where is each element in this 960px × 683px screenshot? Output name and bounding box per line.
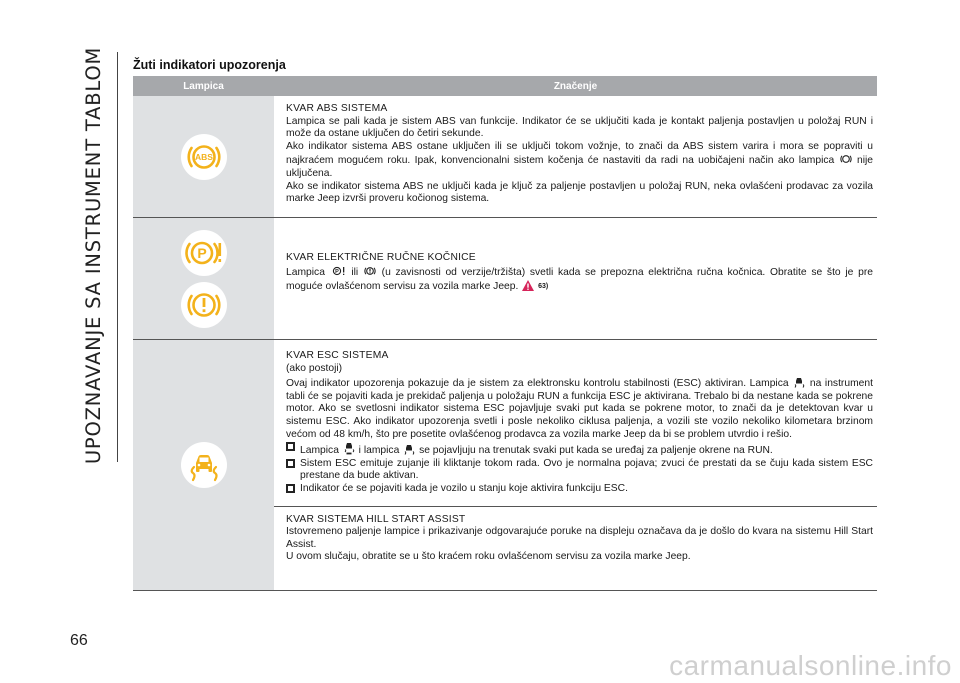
lamp-cell	[133, 96, 274, 217]
table-row	[133, 96, 877, 218]
row-text-part: Lampica	[300, 445, 339, 457]
row-heading: KVAR ABS SISTEMA	[286, 103, 388, 114]
row-text: Istovremeno paljenje lampice i prikazivanje odgovarajuće poruke na displeju označava da je došlo do kvara na sistemu Hill Start Assist.	[286, 526, 873, 550]
list-item-text: Sistem ESC emituje zujanje ili kliktanje tokom rada. Ovo je normalna pojava; zvuci će prestati da se čuju kada sistem ESC prestane da bude aktivan.	[300, 457, 873, 482]
svg-text:ABS: ABS	[194, 151, 213, 162]
table-row	[133, 340, 877, 591]
meaning-cell	[274, 96, 877, 217]
row-text: Lampica se pali kada je sistem ABS van funkcije. Indikator će se uključiti kada je kontakt paljenja postavljen u položaj RUN i može da ostane uključen do četiri sekunde.	[286, 115, 873, 140]
row-heading: KVAR ESC SISTEMA	[286, 350, 389, 361]
esc-mini-icon	[403, 442, 415, 455]
watermark: carmanualsonline.info	[669, 650, 952, 681]
list-item	[286, 458, 873, 483]
list-item	[286, 483, 873, 496]
list-item	[286, 441, 873, 458]
row-text-part: i lampica	[358, 445, 400, 457]
meaning-cell	[274, 340, 877, 590]
row-text-part: se pojavljuju na trenutak svaki put kada se uređaj za paljenje okrene na RUN.	[419, 445, 773, 457]
list-item-text	[300, 441, 773, 458]
row-text	[286, 375, 873, 441]
brake-mini-icon	[364, 265, 376, 277]
row-text-part: (u zavisnosti od verzije/tržišta) svetli kada se prepozna električna ručna kočnica. Obratite se što je pre moguće ovlašćenom servisu za vozila marke Jeep.	[286, 266, 873, 293]
svg-text:P: P	[334, 268, 339, 275]
lamp-cell	[133, 218, 274, 339]
note-reference: 63)	[538, 283, 549, 291]
warning-triangle-icon	[521, 279, 535, 292]
row-text: Ako se indikator sistema ABS ne uključi kada je ključ za paljenje postavljen u položaj RUN, neka ovlašćeni prodavac za vozila marke Jeep izvrši proveru kočionog sistema.	[286, 180, 873, 205]
row-text: U ovom slučaju, obratite se u što kraćem roku ovlašćenom servisu za vozila marke Jeep.	[286, 551, 691, 563]
list-item-text: Indikator će se pojaviti kada je vozilo u stanju koje aktivira funkciju ESC.	[300, 482, 628, 494]
section-title: Žuti indikatori upozorenja	[133, 58, 286, 72]
abs-warning-icon	[181, 134, 227, 180]
row-text-part: Ovaj indikator upozorenja pokazuje da je sistem za elektronsku kontrolu stabilnosti (ESC) aktiviran. Lampica	[286, 378, 789, 390]
row-text	[286, 141, 873, 181]
table-header	[133, 76, 877, 96]
indicator-table	[133, 76, 877, 591]
chapter-divider	[117, 52, 118, 462]
page-number: 66	[70, 632, 88, 649]
parking-brake-mini-icon	[331, 265, 346, 277]
svg-text:P: P	[196, 244, 207, 261]
brake-mini-icon	[840, 153, 852, 165]
brake-warning-icon	[181, 282, 227, 328]
esc-off-mini-icon	[343, 441, 355, 455]
row-text	[286, 265, 873, 294]
row-text-part: nije uključena.	[286, 155, 873, 179]
esc-mini-icon	[793, 375, 805, 388]
hill-start-section	[274, 506, 877, 564]
row-text-part: Ako indikator sistema ABS ostane uključen ili se uključi tokom vožnje, to znači da ABS sistem varira i mora se popraviti u najkraćem mogućem roku. Ipak, konvencionalni sistem kočenja će nastaviti da radi na uobičajeni način ako lampica	[286, 140, 873, 167]
row-heading: KVAR ELEKTRIČNE RUČNE KOČNICE	[286, 252, 476, 263]
meaning-cell	[274, 218, 877, 339]
esc-skid-icon	[181, 442, 227, 488]
table-row	[133, 218, 877, 340]
row-text-part: na instrument tabli će se pojaviti kada je prekidač paljenja u položaju RUN a funkcija ESC je aktivirana. Trebalo bi da nestane kada se pokrene motor. Ako se svetlosni indikator sistema ESC pojavljuje svaki put kada se pokrene motor, to znači da je detektovan kvar u sistemu ESC. Ako indikator upozorenja svetli i posle nekoliko ciklusa paljenja, a vozili ste vozilo nekoliko kilometara brzinom većom od 48 km/h, što pre posetite ovlašćenog prodavca za vozila marke Jeep da bi se problem utvrdio i rešio.	[286, 378, 873, 440]
bullet-square-icon	[286, 484, 295, 493]
chapter-title-text: UPOZNAVANJE SA INSTRUMENT TABLOM	[82, 46, 106, 464]
row-heading: KVAR SISTEMA HILL START ASSIST	[286, 513, 466, 525]
chapter-title	[64, 46, 124, 464]
header-lamp: Lampica	[183, 80, 224, 92]
lamp-cell	[133, 340, 274, 590]
row-text-part: ili	[351, 266, 359, 278]
row-subheading: (ako postoji)	[286, 362, 343, 374]
header-meaning: Značenje	[553, 80, 598, 92]
bullet-square-icon	[286, 459, 295, 468]
row-text-part: Lampica	[286, 266, 325, 278]
bullet-square-icon	[286, 442, 295, 451]
electric-parking-brake-icon	[181, 230, 227, 276]
